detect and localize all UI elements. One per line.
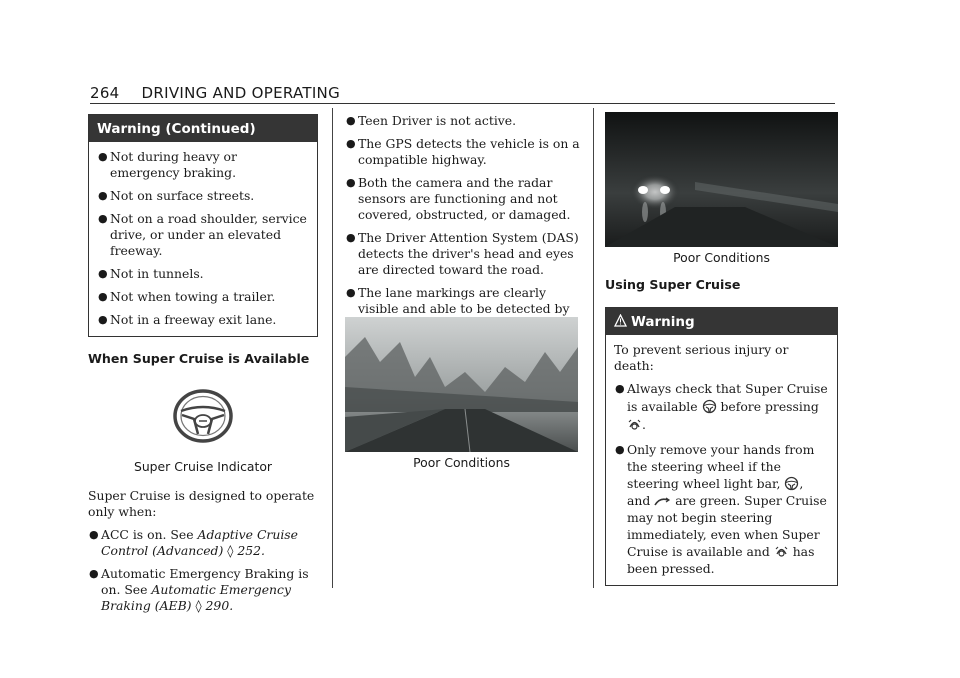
page-reference[interactable]: 252	[237, 543, 261, 558]
bullet-icon: ●	[98, 212, 108, 225]
bullet-icon: ●	[89, 567, 99, 580]
figure-caption: Super Cruise Indicator	[133, 459, 273, 474]
list-item: ● Automatic Emergency Braking is on. See Automatic Emergency Braking (AEB) ◊ 290.	[89, 566, 309, 613]
warning-header	[606, 308, 837, 335]
warning-list	[97, 149, 309, 328]
column-3	[605, 277, 838, 586]
bullet-icon: ●	[98, 189, 108, 202]
steering-wheel-icon	[170, 387, 236, 445]
warning-box-continued	[88, 114, 318, 337]
list-item: ● ACC is on. See Adaptive Cruise Control (Advanced) ◊ 252.	[89, 527, 298, 558]
list-item: ● Not in a freeway exit lane.	[98, 312, 277, 327]
section-title: DRIVING AND OPERATING	[141, 84, 340, 102]
list-item: ● The Driver Attention System (DAS) detects the driver's head and eyes are directed toward the road.	[346, 230, 579, 277]
list-item: ● Not during heavy or emergency braking.	[98, 149, 237, 180]
night-fog-photo	[605, 112, 838, 247]
bullet-icon: ●	[346, 231, 356, 244]
bullet-icon: ●	[615, 382, 625, 395]
list-item: ● Always check that Super Cruise is available before pressing .	[615, 381, 828, 432]
super-cruise-indicator-figure	[88, 387, 318, 475]
list-item: ● Not on a road shoulder, service drive, or under an elevated freeway.	[98, 211, 307, 258]
list-item: ● Both the camera and the radar sensors are functioning and not covered, obstructed, or damaged.	[346, 175, 571, 222]
header-rule	[90, 103, 835, 104]
page-number: 264	[90, 84, 120, 102]
list-item: ● The lane markings are clearly visible and able to be detected by	[346, 285, 570, 316]
list-item: ● Not on surface streets.	[98, 188, 255, 203]
page-header	[90, 84, 340, 102]
warning-title: Warning (Continued)	[89, 115, 317, 142]
foggy-road-photo	[345, 317, 578, 452]
section-heading: Using Super Cruise	[605, 277, 741, 292]
bullet-icon: ●	[98, 313, 108, 326]
column-divider-1	[332, 108, 333, 588]
bullet-icon: ●	[98, 267, 108, 280]
bullet-icon: ●	[98, 150, 108, 163]
warning-title: Warning	[631, 314, 695, 330]
bullet-icon: ●	[98, 290, 108, 303]
lane-steering-icon	[654, 495, 671, 508]
super-cruise-steering-icon	[702, 399, 717, 414]
intro-paragraph: Super Cruise is designed to operate only when:	[88, 488, 315, 519]
conditions-list	[88, 527, 318, 614]
super-cruise-steering-icon	[784, 476, 799, 491]
warning-box	[605, 307, 838, 586]
warning-intro: To prevent serious injury or death:	[614, 342, 789, 373]
cross-reference-link[interactable]: Automatic Emergency Braking (AEB)	[101, 582, 291, 613]
section-heading: When Super Cruise is Available	[88, 351, 310, 366]
bullet-icon: ●	[346, 137, 356, 150]
figure-caption: Poor Conditions	[673, 250, 770, 265]
page-ref-icon: ◊	[195, 598, 202, 613]
column-2	[345, 113, 581, 340]
conditions-list-continued	[345, 113, 581, 333]
figure-caption: Poor Conditions	[413, 455, 510, 470]
bullet-icon: ●	[346, 286, 356, 299]
list-item: ● The GPS detects the vehicle is on a compatible highway.	[346, 136, 580, 167]
bullet-icon: ●	[346, 176, 356, 189]
list-item: ● Teen Driver is not active.	[346, 113, 517, 128]
list-item: ● Not when towing a trailer.	[98, 289, 276, 304]
warning-triangle-icon	[614, 314, 627, 327]
super-cruise-button-icon	[774, 544, 789, 559]
super-cruise-button-icon	[627, 417, 642, 432]
page-ref-icon: ◊	[227, 543, 234, 558]
column-divider-2	[593, 108, 594, 588]
cross-reference-link[interactable]: Adaptive Cruise Control (Advanced)	[101, 527, 298, 558]
bullet-icon: ●	[346, 114, 356, 127]
list-item: ● Only remove your hands from the steering wheel if the steering wheel light bar, , and are green. Super Cruise may not begin steering immediately, even when Super Cruise is available and has been pressed.	[615, 442, 827, 576]
warning-list	[614, 380, 829, 577]
column-1	[88, 114, 318, 621]
bullet-icon: ●	[615, 443, 625, 456]
bullet-icon: ●	[89, 528, 99, 541]
page-reference[interactable]: 290	[205, 598, 230, 613]
list-item: ● Not in tunnels.	[98, 266, 204, 281]
